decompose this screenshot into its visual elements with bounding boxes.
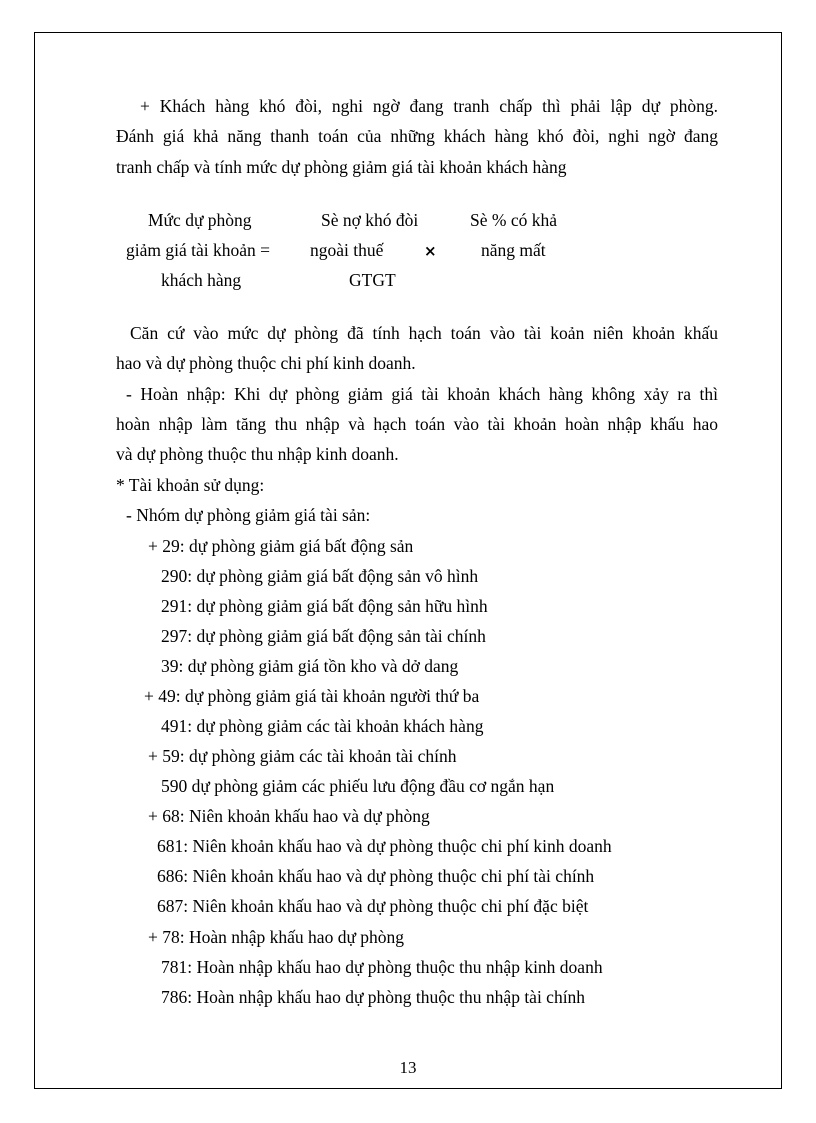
account-item: 686: Niên khoản khấu hao và dự phòng thuộc chi phí tài chính [157,866,595,886]
account-item: 491: dự phòng giảm các tài khoản khách hàng [161,716,484,736]
account-item: 590 dự phòng giảm các phiếu lưu động đầu cơ ngắn hạn [161,776,555,796]
paragraph3-line2: hoàn nhập làm tăng thu nhập và hạch toán vào tài khoản hoàn nhập khấu hao [116,414,718,434]
paragraph1-line3: tranh chấp và tính mức dự phòng giảm giá tài khoản khách hàng [116,157,567,177]
group-heading: - Nhóm dự phòng giảm giá tài sản: [126,505,371,525]
paragraph3-line1: - Hoàn nhập: Khi dự phòng giảm giá tài khoản khách hàng không xảy ra thì [126,384,718,404]
formula-left-line3: khách hàng [161,270,242,290]
paragraph1-line1: + Khách hàng khó đòi, nghi ngờ đang tranh chấp thì phải lập dự phòng. [140,96,718,116]
page-border [34,32,782,1089]
formula-right-line1: Sè % có khả [470,210,557,230]
account-item: 687: Niên khoản khấu hao và dự phòng thuộc chi phí đặc biệt [157,896,589,916]
account-item: 781: Hoàn nhập khấu hao dự phòng thuộc thu nhập kinh doanh [161,957,603,977]
account-item: 681: Niên khoản khấu hao và dự phòng thuộc chi phí kinh doanh [157,836,612,856]
formula-right-line2: năng mất [481,240,546,260]
account-item: + 49: dự phòng giảm giá tài khoản người thứ ba [144,686,480,706]
account-item: 291: dự phòng giảm giá bất động sản hữu hình [161,596,488,616]
formula-mid-line3: GTGT [349,270,396,290]
accounts-heading: * Tài khoản sử dụng: [116,475,265,495]
account-item: + 68: Niên khoản khấu hao và dự phòng [148,806,430,826]
formula-left-line2: giảm giá tài khoản = [126,240,270,260]
paragraph2-line1: Căn cứ vào mức dự phòng đã tính hạch toán vào tài koản niên khoản khấu [130,323,718,343]
paragraph2-line2: hao và dự phòng thuộc chi phí kinh doanh. [116,353,416,373]
paragraph3-line3: và dự phòng thuộc thu nhập kinh doanh. [116,444,399,464]
formula-mid-line1: Sè nợ khó đòi [321,210,419,230]
account-item: 297: dự phòng giảm giá bất động sản tài chính [161,626,486,646]
account-item: 39: dự phòng giảm giá tồn kho và dở dang [161,656,459,676]
formula-left-line1: Mức dự phòng [148,210,252,230]
account-item: 786: Hoàn nhập khấu hao dự phòng thuộc thu nhập tài chính [161,987,586,1007]
paragraph1-line2: Đánh giá khả năng thanh toán của những khách hàng khó đòi, nghi ngờ đang [116,126,718,146]
formula-mid-line2: ngoài thuế [310,240,384,260]
page-number: 13 [399,1058,417,1077]
account-item: + 29: dự phòng giảm giá bất động sản [148,536,414,556]
multiply-operator: × [424,242,437,260]
account-item: + 78: Hoàn nhập khấu hao dự phòng [148,927,405,947]
account-item: + 59: dự phòng giảm các tài khoản tài chính [148,746,457,766]
account-item: 290: dự phòng giảm giá bất động sản vô hình [161,566,479,586]
